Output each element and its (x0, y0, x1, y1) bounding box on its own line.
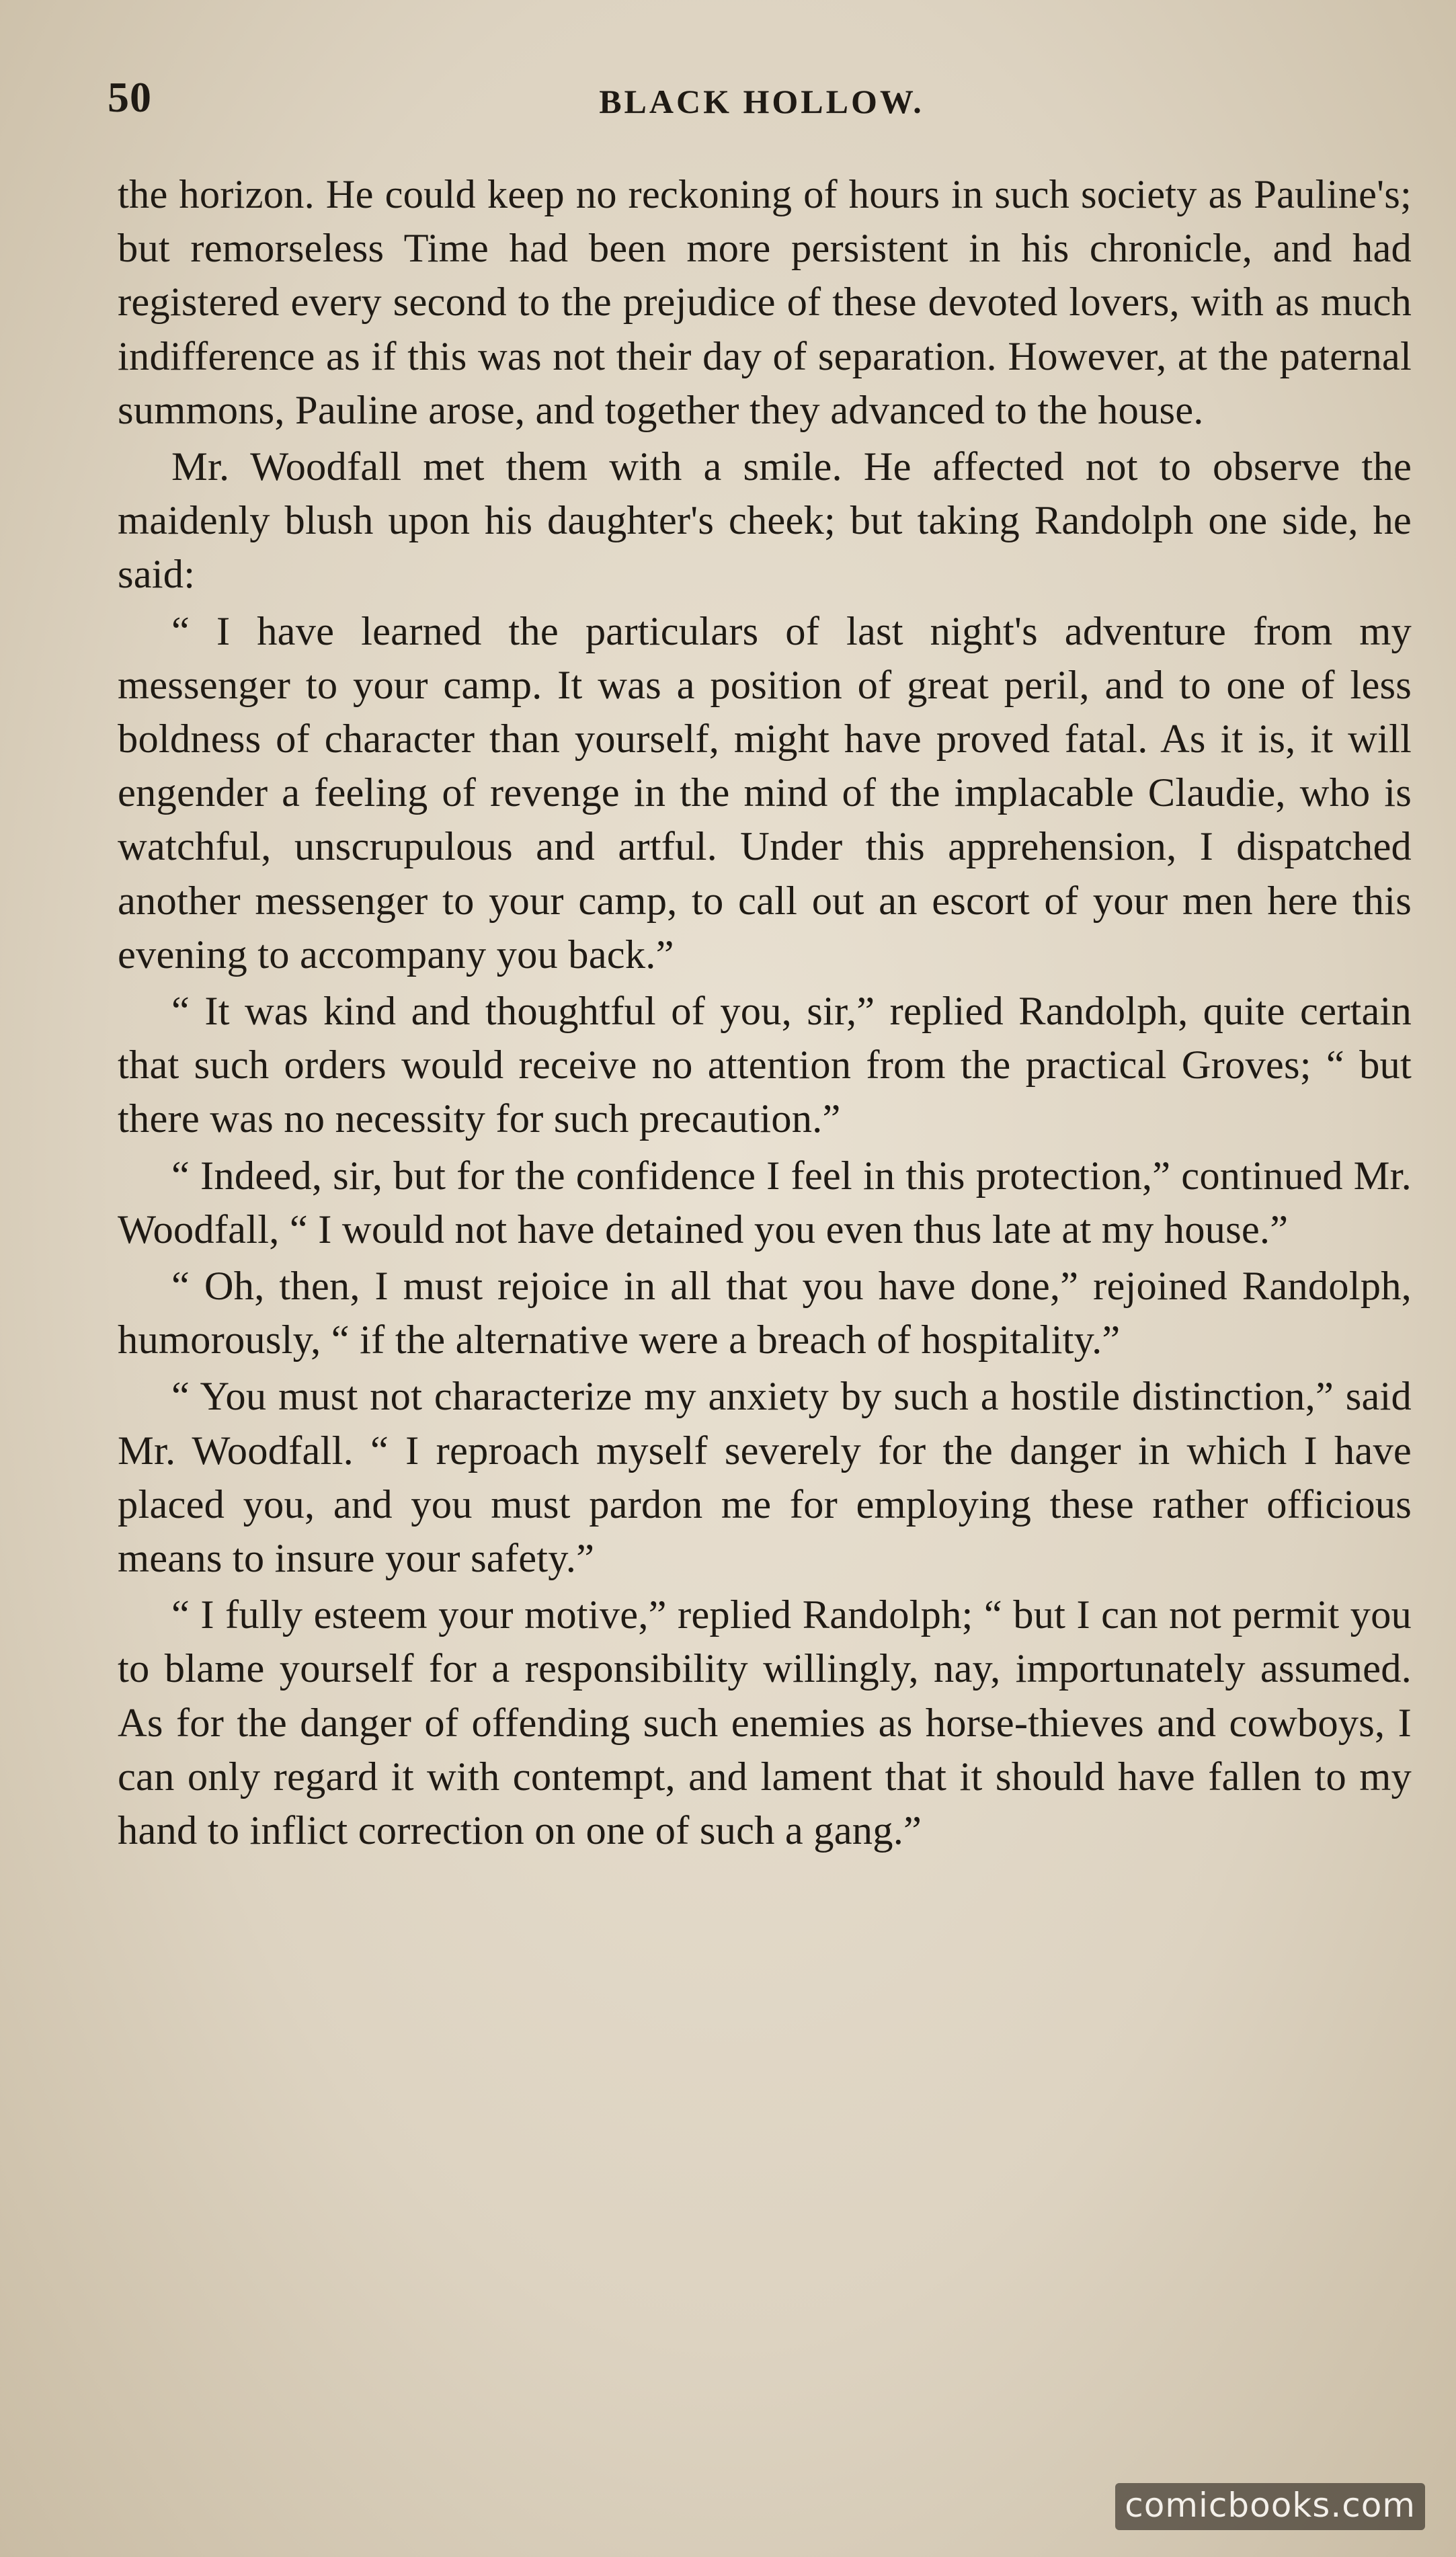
paragraph-continuation: the horizon. He could keep no reckoning of hours in such society as Pauline's; but remorseless Time had been more persistent in his chronicle, and had registered every second to the prejudice of these devoted lovers, with as much indifference as if this was not their day of separation. However, at the paternal summons, Pauline arose, and together they advanced to the house. (118, 172, 1412, 433)
paragraph: Mr. Woodfall met them with a smile. He affected not to observe the maidenly blush upon his daughter's cheek; but taking Randolph one side, he said: (118, 444, 1412, 598)
paragraph: “ I have learned the particulars of last night's adventure from my messenger to your camp. It was a position of great peril, and to one of less boldness of character than yourself, might have proved fatal. As it is, it will engender a feeling of revenge in the mind of the implacable Claudie, who is watchful, unscrupulous and artful. Under this apprehension, I dispatched another messenger to your camp, to call out an escort of your men here this evening to accompany you back.” (118, 608, 1412, 977)
paragraph: “ Indeed, sir, but for the confidence I feel in this protection,” continued Mr. Woodfall, “ I would not have detained you even thus late at my house.” (118, 1153, 1412, 1252)
running-head (108, 73, 1416, 126)
paragraph: “ I fully esteem your motive,” replied Randolph; “ but I can not permit you to blame yourself for a responsibility willingly, nay, importunately assumed. As for the danger of offending such enemies as horse-thieves and cowboys, I can only regard it with contempt, and lament that it should have fallen to my hand to inflict correction on one of such a gang.” (118, 1592, 1412, 1854)
book-title: BLACK HOLLOW. (599, 83, 924, 120)
paragraph: “ It was kind and thoughtful of you, sir,” replied Randolph, quite certain that such orders would receive no attention from the practical Groves; “ but there was no necessity for such precaution.” (118, 989, 1412, 1142)
watermark: comicbooks.com (1115, 2483, 1425, 2530)
paragraph: “ You must not characterize my anxiety by such a hostile distinction,” said Mr. Woodfall. “ I reproach myself severely for the danger in which I have placed you, and you must pardon me for employing these rather officious means to insure your safety.” (118, 1374, 1412, 1582)
page-number: 50 (108, 73, 152, 121)
paragraph: “ Oh, then, I must rejoice in all that you have done,” rejoined Randolph, humorously, “ if the alternative were a breach of hospitality.” (118, 1264, 1412, 1363)
body-text (118, 168, 1412, 1861)
